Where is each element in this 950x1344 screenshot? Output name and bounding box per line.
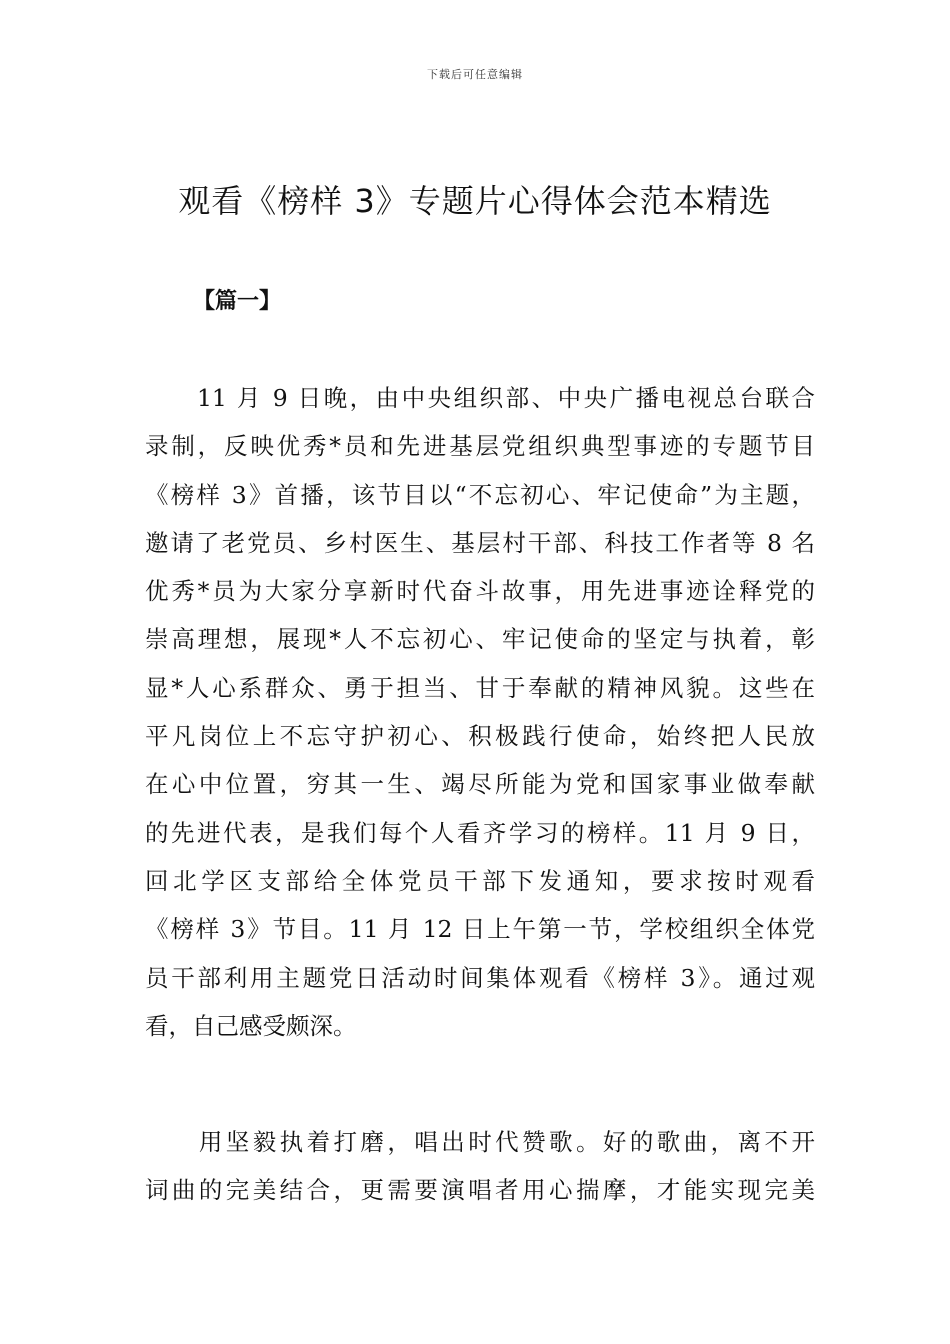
paragraph-line: 显*人心系群众、勇于担当、甘于奉献的精神风貌。这些在	[145, 673, 815, 702]
paragraph-line: 词曲的完美结合，更需要演唱者用心揣摩，才能实现完美	[145, 1176, 815, 1205]
paragraph-line: 的先进代表，是我们每个人看齐学习的榜样。11 月 9 日，	[145, 818, 815, 847]
section-label: 【篇一】	[193, 289, 282, 314]
paragraph-line: 录制，反映优秀*员和先进基层党组织典型事迹的专题节目	[145, 432, 815, 461]
paragraph-line: 员干部利用主题党日活动时间集体观看《榜样 3》。通过观	[145, 963, 815, 992]
paragraph-line: 《榜样 3》首播，该节目以“不忘初心、牢记使命”为主题，	[145, 480, 815, 509]
header-note: 下载后可任意编辑	[427, 68, 523, 81]
document-title: 观看《榜样 3》专题片心得体会范本精选	[178, 182, 772, 220]
paragraph-line: 在心中位置，穷其一生、竭尽所能为党和国家事业做奉献	[145, 770, 815, 799]
paragraph-2	[145, 1118, 815, 1215]
paragraph-line: 回北学区支部给全体党员干部下发通知，要求按时观看	[145, 866, 815, 895]
paragraph-line: 用坚毅执着打磨，唱出时代赞歌。好的歌曲，离不开	[145, 1128, 815, 1156]
paragraph-line: 看，自己感受颇深。	[145, 1011, 357, 1040]
paragraph-line: 11 月 9 日晚，由中央组织部、中央广播电视总台联合	[145, 384, 815, 412]
paragraph-line: 优秀*员为大家分享新时代奋斗故事，用先进事迹诠释党的	[145, 577, 815, 606]
paragraph-1	[145, 374, 815, 1050]
paragraph-line: 邀请了老党员、乡村医生、基层村干部、科技工作者等 8 名	[145, 528, 815, 557]
paragraph-line: 《榜样 3》节目。11 月 12 日上午第一节，学校组织全体党	[145, 915, 815, 944]
paragraph-line: 平凡岗位上不忘守护初心、积极践行使命，始终把人民放	[145, 722, 815, 751]
paragraph-line: 崇高理想，展现*人不忘初心、牢记使命的坚定与执着，彰	[145, 625, 815, 654]
